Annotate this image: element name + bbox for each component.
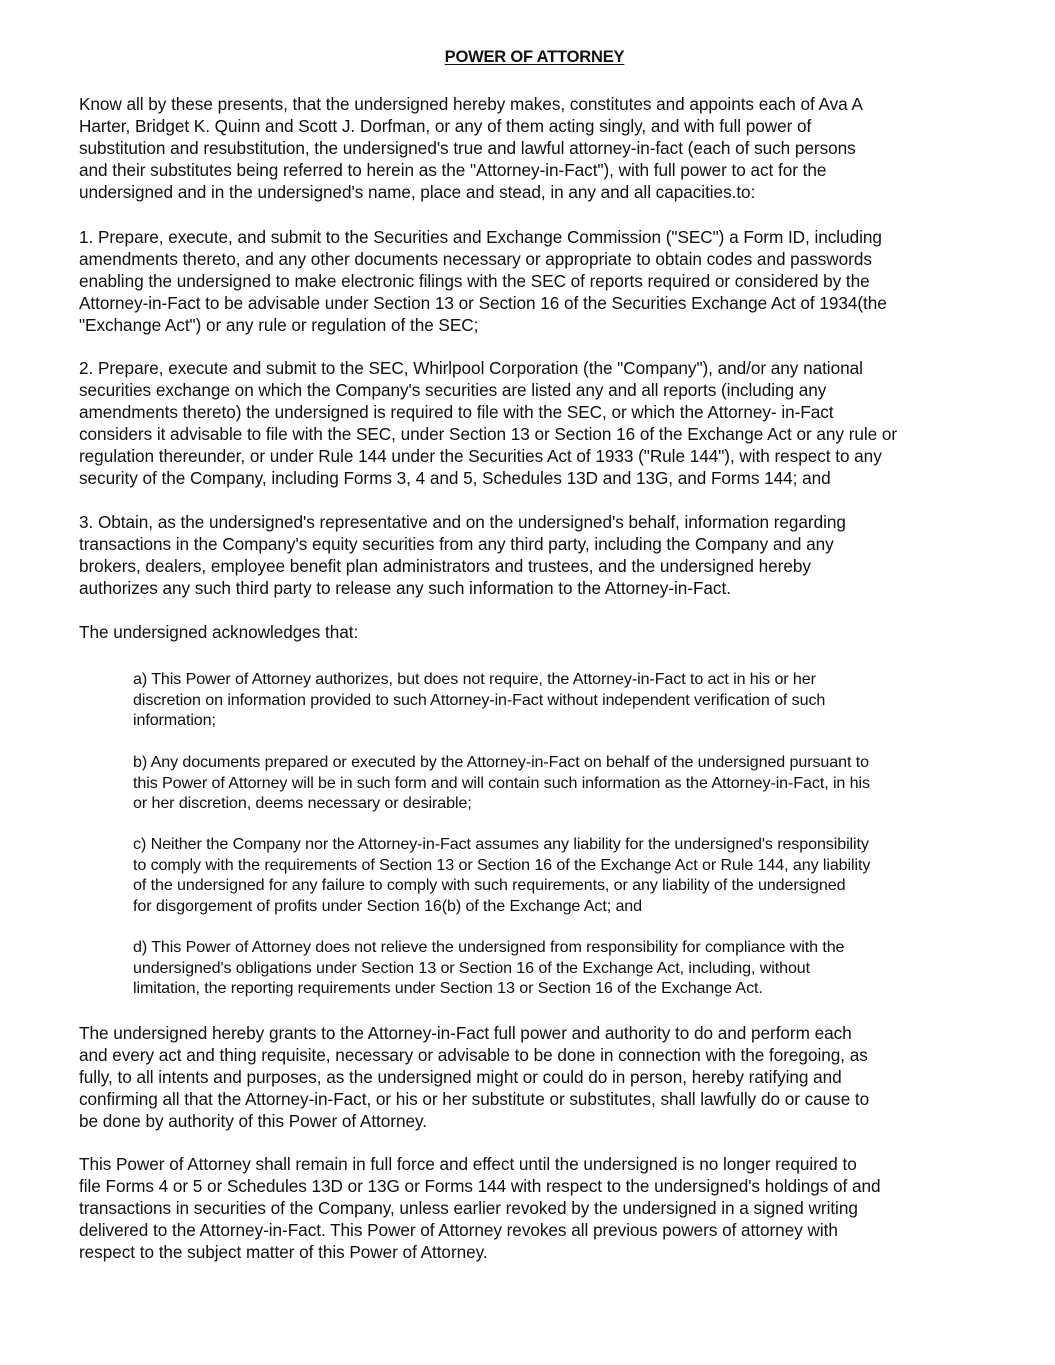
acknowledgement-item-d: d) This Power of Attorney does not relieve the undersigned from responsibility for compliance with the undersigned's obligations under Section 13 or Section 16 of the Exchange Act, including, without limitation, the reporting requirements under Section 13 or Section 16 of the Exchange Act. [133, 938, 845, 998]
termination-paragraph: This Power of Attorney shall remain in full force and effect until the undersigned is no longer required to file Forms 4 or 5 or Schedules 13D or 13G or Forms 144 with respect to the undersigned's holdings of and transactions in securities of the Company, unless earlier revoked by the undersigned in a signed writing delivered to the Attorney-in-Fact. This Power of Attorney revokes all previous powers of attorney with respect to the subject matter of this Power of Attorney. [79, 1154, 881, 1262]
power-item-2: 2. Prepare, execute and submit to the SEC, Whirlpool Corporation (the "Company"), and/or any national securities exchange on which the Company's securities are listed any and all reports (including any amendments thereto) the undersigned is required to file with the SEC, or which the Attorney- in-Fact considers it advisable to file with the SEC, under Section 13 or Section 16 of the Exchange Act or any rule or regulation thereunder, or under Rule 144 under the Securities Act of 1933 ("Rule 144"), with respect to any security of the Company, including Forms 3, 4 and 5, Schedules 13D and 13G, and Forms 144; and [79, 358, 898, 488]
acknowledges-heading: The undersigned acknowledges that: [79, 622, 359, 642]
acknowledgement-item-b: b) Any documents prepared or executed by the Attorney-in-Fact on behalf of the undersigned pursuant to this Power of Attorney will be in such form and will contain such information as the Attorney-in-Fact, in his or her discretion, deems necessary or desirable; [133, 753, 870, 813]
power-item-3: 3. Obtain, as the undersigned's representative and on the undersigned's behalf, information regarding transactions in the Company's equity securities from any third party, including the Company and any brokers, dealers, employee benefit plan administrators and trustees, and the undersigned hereby authorizes any such third party to release any such information to the Attorney-in-Fact. [79, 512, 846, 598]
document-title: POWER OF ATTORNEY [444, 48, 625, 66]
acknowledgement-item-a: a) This Power of Attorney authorizes, but does not require, the Attorney-in-Fact to act in his or her discretion on information provided to such Attorney-in-Fact without independent verification of such information; [133, 670, 826, 730]
intro-paragraph: Know all by these presents, that the undersigned hereby makes, constitutes and appoints each of Ava A Harter, Bridget K. Quinn and Scott J. Dorfman, or any of them acting singly, and with full power of substitution and resubstitution, the undersigned's true and lawful attorney-in-fact (each of such persons and their substitutes being referred to herein as the "Attorney-in-Fact"), with full power to act for the undersigned and in the undersigned's name, place and stead, in any and all capacities.to: [79, 94, 863, 202]
grant-paragraph: The undersigned hereby grants to the Attorney-in-Fact full power and authority to do and perform each and every act and thing requisite, necessary or advisable to be done in connection with the foregoing, as fully, to all intents and purposes, as the undersigned might or could do in person, hereby ratifying and confirming all that the Attorney-in-Fact, or his or her substitute or substitutes, shall lawfully do or cause to be done by authority of this Power of Attorney. [79, 1023, 870, 1131]
power-item-1: 1. Prepare, execute, and submit to the Securities and Exchange Commission ("SEC") a Form ID, including amendments thereto, and any other documents necessary or appropriate to obtain codes and passwords enabling the undersigned to make electronic filings with the SEC of reports required or considered by the Attorney-in-Fact to be advisable under Section 13 or Section 16 of the Securities Exchange Act of 1934(the "Exchange Act") or any rule or regulation of the SEC; [79, 227, 887, 335]
acknowledgement-item-c: c) Neither the Company nor the Attorney-in-Fact assumes any liability for the undersigned's responsibility to comply with the requirements of Section 13 or Section 16 of the Exchange Act or Rule 144, any liability of the undersigned for any failure to comply with such requirements, or any liability of the undersigned for disgorgement of profits under Section 16(b) of the Exchange Act; and [133, 835, 871, 916]
